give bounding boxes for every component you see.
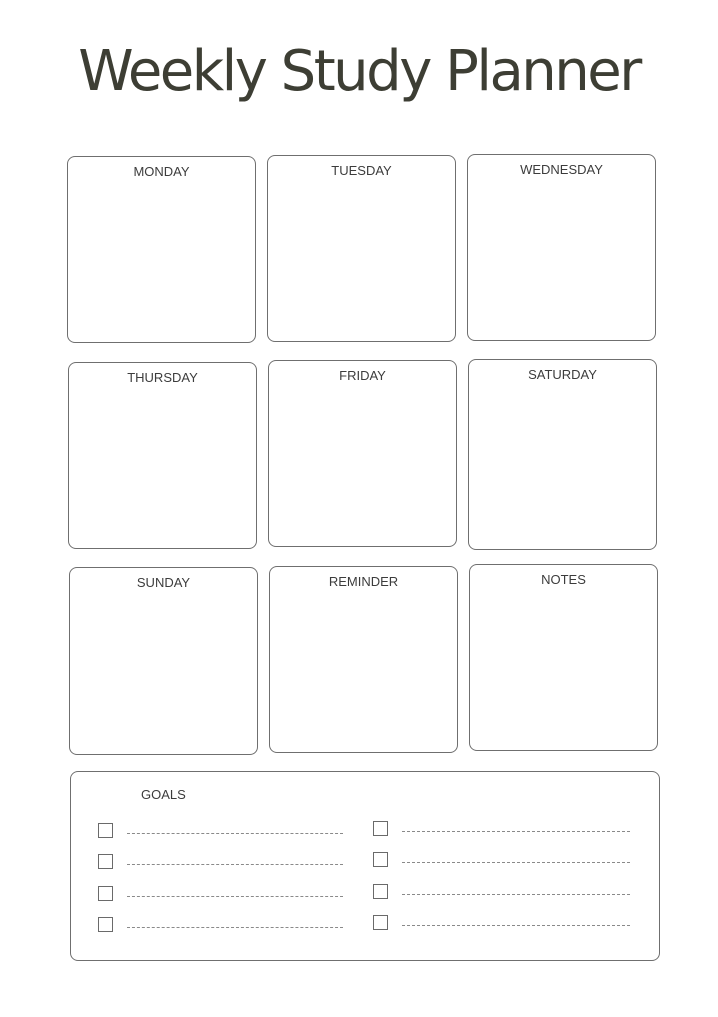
goal-item xyxy=(98,886,343,902)
goal-checkbox[interactable] xyxy=(98,823,113,838)
box-label-monday: MONDAY xyxy=(133,164,190,179)
box-label-saturday: SATURDAY xyxy=(528,367,597,382)
goal-checkbox[interactable] xyxy=(373,915,388,930)
box-label-tuesday: TUESDAY xyxy=(331,163,392,178)
goal-checkbox[interactable] xyxy=(98,886,113,901)
notes-box[interactable] xyxy=(469,564,658,751)
box-label-wednesday: WEDNESDAY xyxy=(520,162,603,177)
box-label-reminder: REMINDER xyxy=(328,574,399,589)
goal-item xyxy=(373,884,633,900)
goal-item xyxy=(373,852,633,868)
goal-item xyxy=(98,823,343,839)
goal-item xyxy=(98,917,343,933)
page-title: Weekly Study Planner xyxy=(78,39,640,104)
goal-checkbox[interactable] xyxy=(373,821,388,836)
goal-line[interactable] xyxy=(402,862,630,863)
goal-item xyxy=(98,854,343,870)
goal-line[interactable] xyxy=(127,833,343,834)
box-label-sunday: SUNDAY xyxy=(136,575,191,590)
box-label-thursday: THURSDAY xyxy=(127,370,198,385)
day-box-friday[interactable] xyxy=(268,360,457,547)
goal-line[interactable] xyxy=(402,894,630,895)
goal-checkbox[interactable] xyxy=(373,884,388,899)
goals-label: GOALS xyxy=(141,787,186,802)
goal-line[interactable] xyxy=(127,896,343,897)
goal-line[interactable] xyxy=(402,925,630,926)
box-label-notes: NOTES xyxy=(541,572,586,587)
goals-box xyxy=(70,771,660,961)
goal-line[interactable] xyxy=(127,927,343,928)
goal-checkbox[interactable] xyxy=(98,917,113,932)
day-box-sunday[interactable] xyxy=(69,567,258,755)
goal-checkbox[interactable] xyxy=(373,852,388,867)
day-box-tuesday[interactable] xyxy=(267,155,456,342)
day-box-thursday[interactable] xyxy=(68,362,257,549)
goal-item xyxy=(373,915,633,931)
goal-item xyxy=(373,821,633,837)
day-box-saturday[interactable] xyxy=(468,359,657,550)
reminder-box[interactable] xyxy=(269,566,458,753)
day-box-monday[interactable] xyxy=(67,156,256,343)
box-label-friday: FRIDAY xyxy=(339,368,386,383)
day-box-wednesday[interactable] xyxy=(467,154,656,341)
goal-line[interactable] xyxy=(402,831,630,832)
goal-checkbox[interactable] xyxy=(98,854,113,869)
goal-line[interactable] xyxy=(127,864,343,865)
